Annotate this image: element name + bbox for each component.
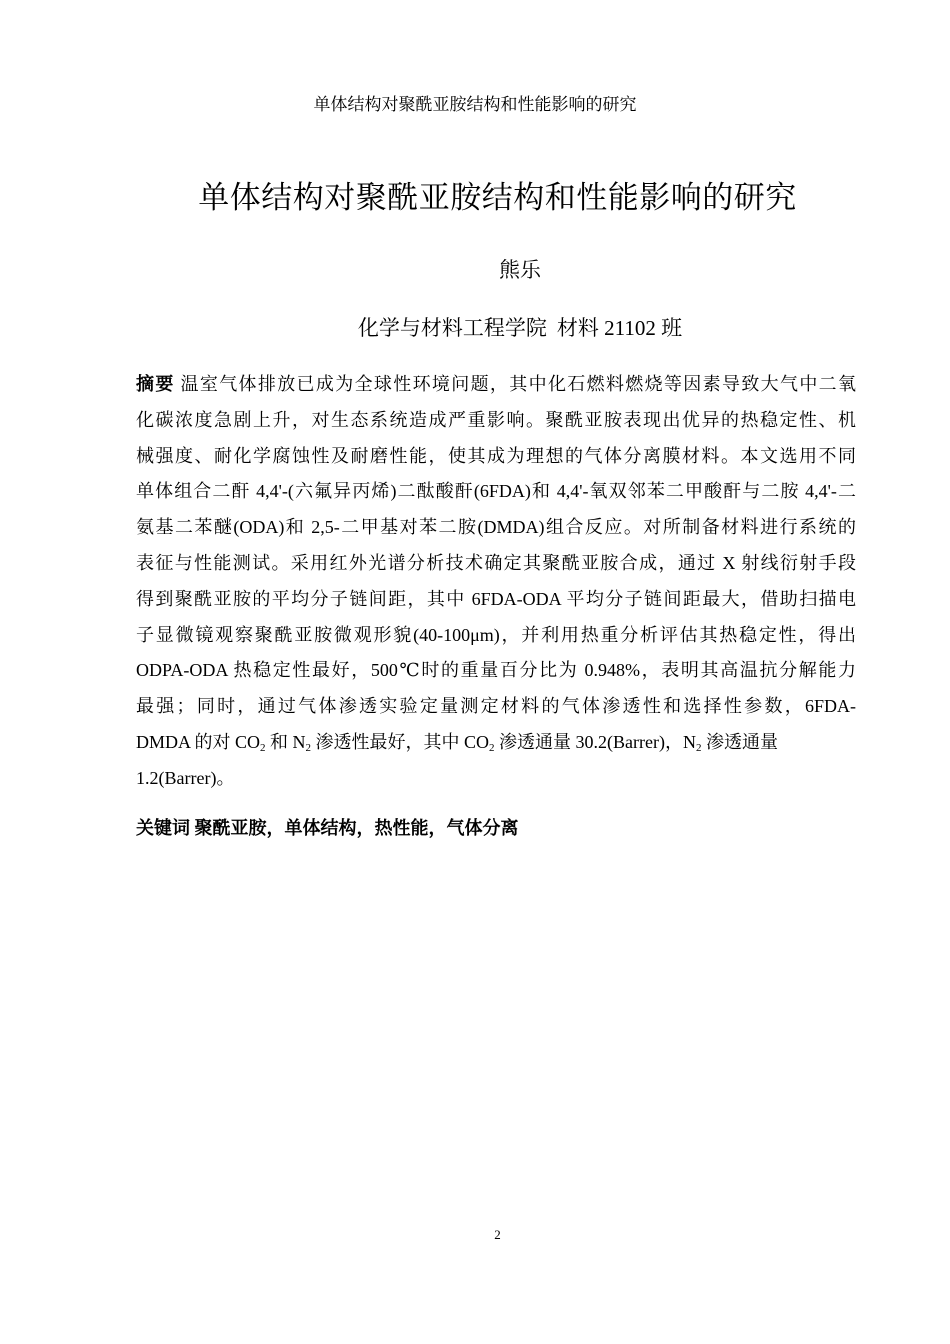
abstract-line: 摘要 温室气体排放已成为全球性环境问题，其中化石燃料燃烧等因素导致大气中二氧 [136, 374, 857, 394]
abstract-line: 氨基二苯醚(ODA)和 2,5-二甲基对苯二胺(DMDA)组合反应。对所制备材料进行系统的 [136, 517, 856, 538]
abstract-line: 1.2(Barrer)。 [136, 767, 235, 788]
abstract-line: 得到聚酰亚胺的平均分子链间距，其中 6FDA-ODA 平均分子链间距最大，借助扫描电 [136, 588, 856, 609]
abstract-line: ODPA-ODA 热稳定性最好，500℃时的重量百分比为 0.948%，表明其高温抗分解能力 [136, 660, 856, 681]
abstract-line: 子显微镜观察聚酰亚胺微观形貌(40-100μm)，并利用热重分析评估其热稳定性，得出 [136, 624, 856, 645]
abstract-line: 化碳浓度急剧上升，对生态系统造成严重影响。聚酰亚胺表现出优异的热稳定性、机 [136, 409, 856, 430]
abstract [136, 367, 856, 797]
keywords-text: 聚酰亚胺，单体结构，热性能，气体分离 [190, 818, 519, 838]
author-name: 熊乐 [499, 258, 541, 282]
abstract-line: DMDA 的对 $CO_2$ 和 $N_2$ 渗透性最好，其中 $CO_2$ 渗透通量 30.2(Barrer)，$N_2$ 渗透通量 [136, 731, 778, 754]
keywords-label: 关键词 [136, 818, 190, 838]
abstract-line: 表征与性能测试。采用红外光谱分析技术确定其聚酰亚胺合成，通过 X 射线衍射手段 [136, 552, 856, 573]
running-header: 单体结构对聚酰亚胺结构和性能影响的研究 [313, 95, 637, 114]
class-name: 材料 21102 班 [556, 316, 683, 340]
paper-title: 单体结构对聚酰亚胺结构和性能影响的研究 [198, 180, 797, 216]
abstract-label: 摘要 [136, 374, 175, 394]
abstract-line: 最强；同时，通过气体渗透实验定量测定材料的气体渗透性和选择性参数，6FDA- [136, 696, 856, 717]
keywords [136, 813, 856, 843]
abstract-line: 单体组合二酐 4,4'-(六氟异丙烯)二酞酸酐(6FDA)和 4,4'-氧双邻苯二甲酸酐与二胺 4,4'-二 [136, 481, 856, 502]
school-name: 化学与材料工程学院 [357, 316, 547, 340]
author-affiliation [0, 314, 950, 342]
page-number: 2 [494, 1227, 501, 1242]
abstract-line: 械强度、耐化学腐蚀性及耐磨性能，使其成为理想的气体分离膜材料。本文选用不同 [136, 445, 856, 466]
